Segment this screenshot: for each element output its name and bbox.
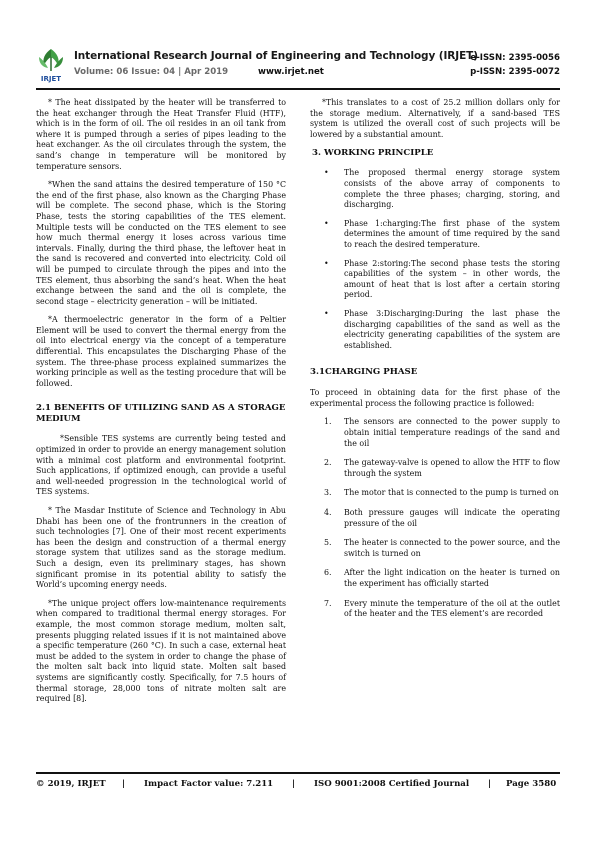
footer-separator: | [488,779,492,789]
bullet-icon: • [324,168,329,178]
paragraph: *Sensible TES systems are currently being tested and optimized in order to provide an energy management solution with a minimal cost platform and environmental footprint. Such applications, if optimized enough, can provide a useful and well-needed progression in the technological world of TES systems. [36,434,286,497]
bullet-list [310,168,560,351]
list-item: • Phase 2:storing:The second phase tests the storing capabilities of the system – in other words, the amount of heat that is lost after a certain storing period. [324,258,560,300]
subsection-heading: 3.1CHARGING PHASE [310,367,418,378]
journal-title: International Research Journal of Engineering and Technology (IRJET) [74,50,478,62]
website-link[interactable]: www.irjet.net [258,67,324,77]
page-header [36,47,560,89]
paragraph: *This translates to a cost of 25.2 million dollars only for the storage medium. Alternatively, if a sand-based TES system is utilized the overall cost of such projects will be lowered by a substantial amount. [310,98,560,139]
right-column [310,98,560,629]
footer-separator: | [292,779,296,789]
bullet-icon: • [324,218,329,228]
paragraph: *The unique project offers low-maintenance requirements when compared to traditional thermal energy storages. For example, the most common storage medium, molten salt, presents plugging related issues if it is not maintained above a specific temperature (260 °C). In such a case, external heat must be added to the system in order to change the phase of the molten salt back into liquid state. Molten salt based systems are significantly costly. Specifically, for 7.5 hours of thermal storage, 28,000 tons of nitrate molten salt are required [8]. [36,598,286,704]
section-heading: 3. WORKING PRINCIPLE [312,148,434,159]
list-item: • The proposed thermal energy storage system consists of the above array of components to complete the three phases; charging, storing, and discharging. [324,168,560,210]
list-item: 4. Both pressure gauges will indicate the operating pressure of the oil [324,508,560,528]
footer-separator: | [122,779,126,789]
list-item: 2. The gateway-valve is opened to allow the HTF to flow through the system [324,458,560,478]
page-number: Page 3580 [506,779,557,789]
paragraph: *When the sand attains the desired temperature of 150 °C the end of the first phase, also known as the Charging Phase will be complete. The second phase, which is the Storing Phase, tests the storing capabilities of the TES element. Multiple tests will be conducted on the TES element to see how much thermal energy it loses across various time intervals. Finally, during the third phase, the leftover heat in the sand is recovered and converted into electricity. Cold oil will be pumped to circulate through the pipes and into the TES element, thus absorbing the sand’s heat. When the heat exchange between the sand and the oil is complete, the second stage – electricity generation – will be initiated. [36,180,286,306]
bullet-icon: • [324,308,329,318]
paragraph: * The heat dissipated by the heater will be transferred to the heat exchanger through the Heat Transfer Fluid (HTF), which is in the form of oil. The oil resides in an oil tank from where it is pumped through a series of pipes leading to the heat exchanger. As the oil circulates through the system, the sand’s change in temperature will be monitored by temperature sensors. [36,98,286,171]
list-item: 6. After the light indication on the heater is turned on the experiment has officially started [324,568,560,588]
left-column [36,98,286,713]
list-item: 1. The sensors are connected to the power supply to obtain initial temperature readings of the sand and the oil [324,417,560,448]
paragraph: * The Masdar Institute of Science and Technology in Abu Dhabi has been one of the frontrunners in the creation of such technologies [7]. One of their most recent experiments has been the design and construction of a thermal energy storage system that utilizes sand as the storage medium. Such a design, even its preliminary stages, has shown significant promise in its potential ability to satisfy the World’s upcoming energy needs. [36,506,286,590]
copyright: © 2019, IRJET [36,779,106,789]
list-item: 5. The heater is connected to the power source, and the switch is turned on [324,538,560,558]
list-item: • Phase 3:Discharging:During the last phase the discharging capabilities of the sand as well as the electricity generating capabilities of the system are established. [324,308,560,350]
bullet-icon: • [324,258,329,268]
paragraph: To proceed in obtaining data for the first phase of the experimental process the following practice is followed: [310,388,560,408]
footer-divider [36,772,560,774]
iso-certification: ISO 9001:2008 Certified Journal [314,779,470,789]
list-item: 3. The motor that is connected to the pump is turned on [324,488,559,498]
paragraph: *A thermoelectric generator in the form of a Peltier Element will be used to convert the thermal energy from the oil into electrical energy via the concept of a temperature differential. This encapsulates the Discharging Phase of the system. The three-phase process explained summarizes the working principle as well as the testing procedure that will be followed. [36,315,286,388]
list-item: • Phase 1:charging:The first phase of the system determines the amount of time required by the sand to reach the desired temperature. [324,218,560,249]
numbered-list [310,417,560,619]
section-heading: 2.1 BENEFITS OF UTILIZING SAND AS A STORAGE MEDIUM [36,403,286,425]
logo-text: IRJET [40,75,62,83]
impact-factor: Impact Factor value: 7.211 [144,779,274,789]
irjet-logo-icon [36,47,66,85]
volume-issue: Volume: 06 Issue: 04 | Apr 2019 [74,67,229,77]
e-issn: e-ISSN: 2395-0056 [470,53,560,63]
header-divider [36,88,560,90]
p-issn: p-ISSN: 2395-0072 [470,67,560,77]
list-item: 7. Every minute the temperature of the oil at the outlet of the heater and the TES element’s are recorded [324,598,560,619]
